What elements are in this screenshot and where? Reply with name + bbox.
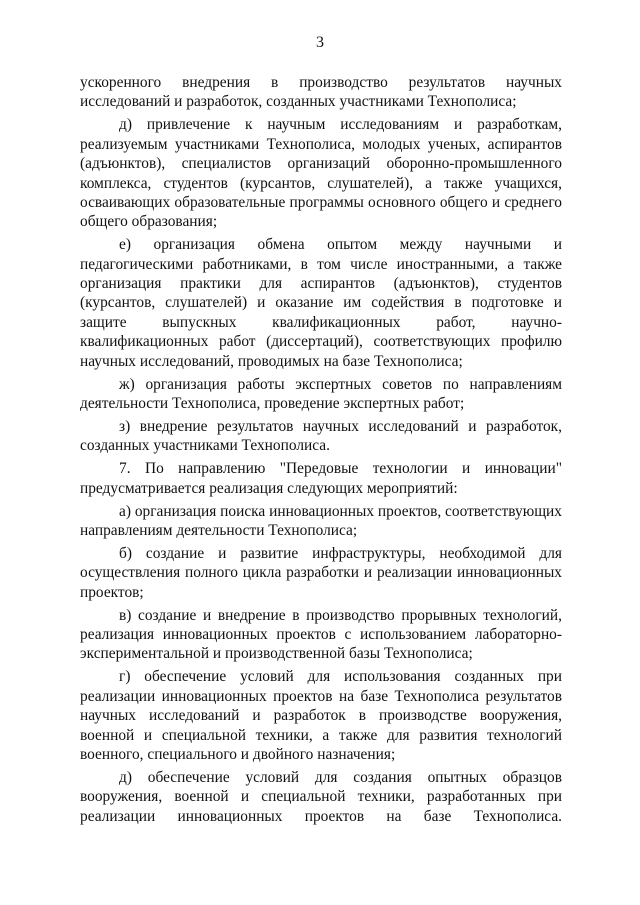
- paragraph-item-zh: ж) организация работы экспертных советов по направлениям деятельности Технополиса, проведение экспертных работ;: [80, 375, 562, 412]
- paragraph-item-g: г) обеспечение условий для использования созданных при реализации инновационных проектов на базе Технополиса результатов научных исследований и разработок в производстве вооружения, военной и специальной техники, а также для развития технологий военного, специального и двойного назначения;: [80, 668, 562, 763]
- paragraph-item-d2: д) обеспечение условий для создания опытных образцов вооружения, военной и специальной техники, разработанных при реализации инновационных проектов на базе Технополиса.: [80, 768, 562, 825]
- paragraph-item-d: д) привлечение к научным исследованиям и разработкам, реализуемым участниками Технополиса, молодых ученых, аспирантов (адъюнктов), специалистов организаций оборонно-промышленного комплекса, студентов (курсантов, слушателей), а также учащихся, осваивающих образовательные программы основного общего и среднего общего образования;: [80, 116, 562, 231]
- paragraph-item-z: з) внедрение результатов научных исследований и разработок, созданных участниками Технополиса.: [80, 417, 562, 455]
- paragraph-section-7: 7. По направлению "Передовые технологии и инновации" предусматривается реализация следующих мероприятий:: [80, 460, 562, 497]
- paragraph-item-b: б) создание и развитие инфраструктуры, необходимой для осуществления полного цикла разработки и реализации инновационных проектов;: [80, 544, 562, 601]
- paragraph-item-a: а) организация поиска инновационных проектов, соответствующих направлениям деятельности Технополиса;: [80, 502, 562, 539]
- page-number: 3: [316, 34, 324, 51]
- document-body: [80, 73, 562, 830]
- paragraph-item-e: е) организация обмена опытом между научными и педагогическими работниками, в том числе иностранными, а также организация практики для аспирантов (адъюнктов), студентов (курсантов, слушателей) и оказание им содействия в подготовке и защите выпускных квалификационных работ, научно-квалификационных работ (диссертаций), соответствующих профилю научных исследований, проводимых на базе Технополиса;: [80, 236, 562, 370]
- paragraph-continuation: ускоренного внедрения в производство результатов научных исследований и разработок, созданных участниками Технополиса;: [80, 74, 562, 111]
- paragraph-item-v: в) создание и внедрение в производство прорывных технологий, реализация инновационных проектов с использованием лабораторно-экспериментальной и производственной базы Технополиса;: [80, 606, 562, 663]
